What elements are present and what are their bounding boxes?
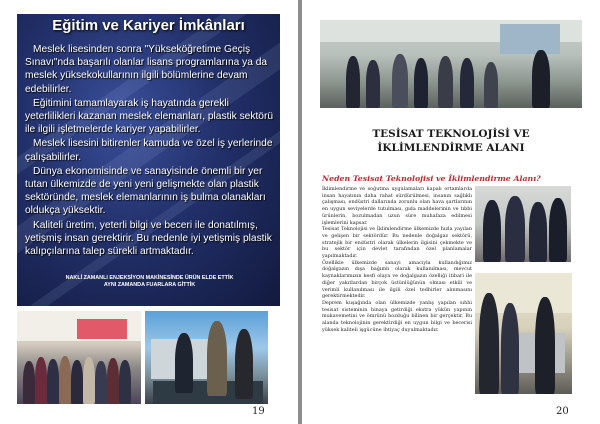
page-number: 19 — [252, 406, 265, 417]
left-page — [0, 0, 298, 424]
section-subheading: Neden Tesisat Teknolojisi ve İklimlendirme Alanı? — [322, 174, 541, 183]
career-paragraph: Meslek lisesinden sonra "Yükseköğretime Geçiş Sınavı"nda başarılı olanlar lisans programlarına ya da meslek yüksekokullarının ilgili bölümlerine devam edebilirler. — [25, 44, 268, 95]
section-paragraph: İklimlendirme ve soğutma uygulamaları kapalı ortamlarda insan hayatının daha rahat sürdürülmesi, insanın sağlıklı çalışması, endüstri dallarında zorunlu olan hava şartlarının en uygun seviyelerde tutulması, gıda maddelerinin ve tıbbi ürünlerin, bozulmadan uzun süre muhafaza edilmesi işlemlerini kapsar. — [322, 186, 472, 226]
career-paragraph: Eğitimini tamamlayarak iş hayatında gerekli yeterlilikleri kazanan meslek elemanları, plastik sektörü ile ilgili işletmelerde kariyer yapabilirler. — [25, 97, 273, 136]
right-page — [302, 0, 600, 424]
career-panel — [17, 14, 280, 306]
fair-group-photo — [17, 311, 141, 404]
page-number: 20 — [556, 406, 569, 417]
section-paragraph: Deprem kuşağında olan ülkemizde yanlış yapılan sıhhi tesisat sisteminin binaya getirdiği ekstra yükün yapının mukavemetini ve ömrünü bozduğu bilinen bir gerçektir. Bu alanda teknolojinin gerektirdiği en uygun bilgi ve becerisi yüksek kaliteli işgücüne ihtiyaç duyulmaktadır. — [322, 299, 472, 333]
career-text — [25, 43, 277, 259]
caption-line: NAKLİ ZAMANLI ENJEKSİYON MAKİNESİNDE ÜRÜN ELDE ETTİK — [65, 275, 234, 281]
workshop-group-photo — [320, 20, 582, 108]
career-paragraph: Dünya ekonomisinde ve sanayisinde önemli bir yer tutan ülkemizde de yeni yeni gelişmekte olan plastik sektöründe, meslek elemanlarının iş bulma olanakları oldukça yüksektir. — [25, 165, 266, 217]
section-text — [322, 186, 472, 333]
lab-training-photo — [475, 273, 572, 394]
students-photo — [475, 186, 571, 262]
career-paragraph: Meslek lisesini bitirenler kamuda ve özel iş yerlerinde çalışabilirler. — [25, 138, 273, 163]
section-paragraph: Özellikle ülkemizde sanayi amacıyla kullandığımız doğalgazın dışa bağımlı olarak kullanılması, mevcut kaynaklarımızın kesfi olaya ve doğalgazın özelliği itibari ile diğer yakıtlardan birçok üstünlüğünün olması etkili ve verimli kullanılması ile ilgili özel tedbirler alınmasını gerektirmektedir. — [322, 259, 472, 300]
photo-caption — [37, 275, 262, 289]
career-title: Eğitim ve Kariyer İmkânları — [52, 17, 245, 34]
section-paragraph: Tesisat Teknolojisi ve İklimlendirme ülkemizde hızla yayılan ve gelişen bir sektördür. Bu nedenle doğalgaz sektörü, stratejik bir endüstri olarak ülkelerin ilgisini çekmekte ve bu sektör için devlet tarafından özel planlamalar yapılmaktadır. — [322, 226, 472, 260]
caption-line: AYNI ZAMANDA FUARLARA GİTTİK — [103, 282, 196, 288]
machine-demo-photo — [145, 311, 268, 404]
section-title: TESİSAT TEKNOLOJİSİ VE İKLİMLENDİRME ALANI — [372, 128, 530, 154]
career-paragraph: Kaliteli üretim, yeterli bilgi ve beceri ile donatılmış, yetişmiş insan gerektirir. Bu nedenle iyi yetişmiş plastik kalıpçılarına talep sürekli artmaktadır. — [25, 219, 272, 258]
